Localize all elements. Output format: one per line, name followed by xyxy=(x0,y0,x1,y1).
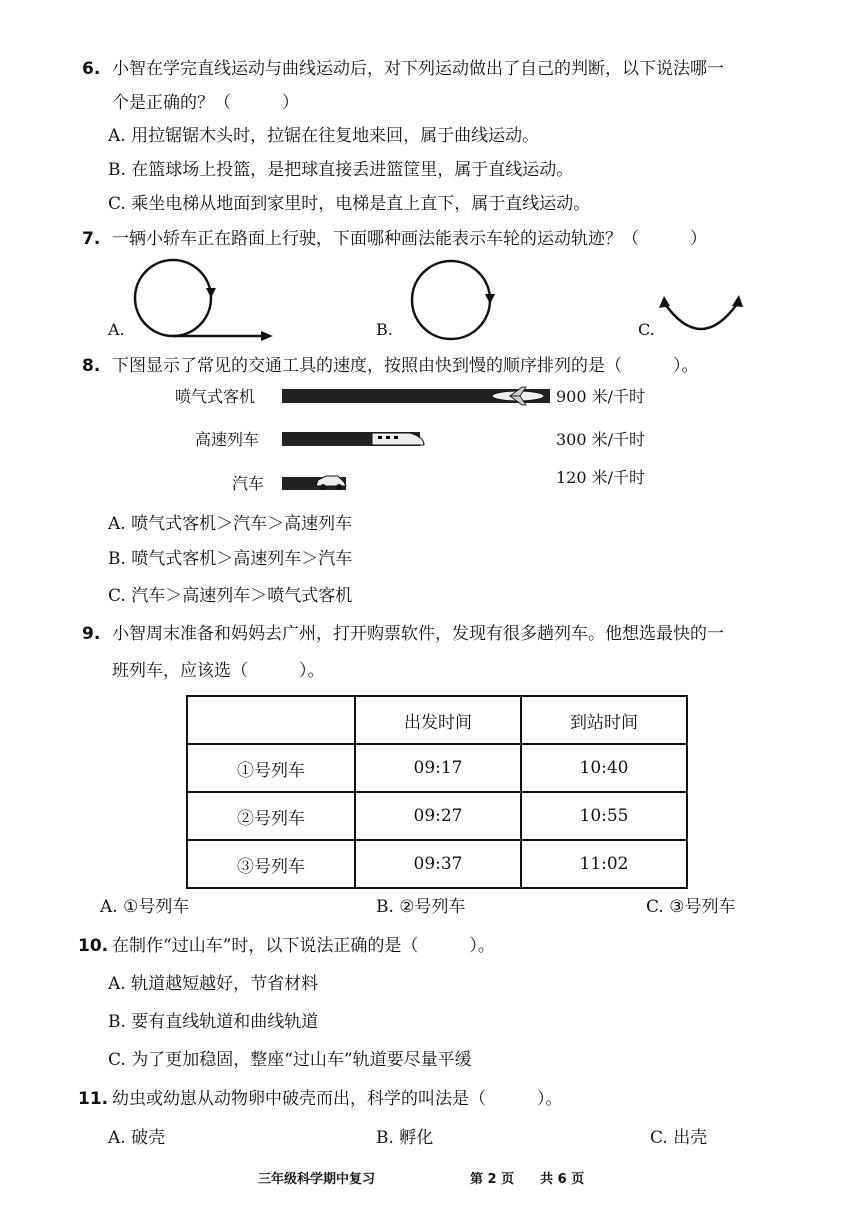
q8-vehicle-car: 汽车 xyxy=(232,474,265,493)
q9-option-c: C. ③号列车 xyxy=(646,897,736,917)
q8-speed-car: 120 米/千时 xyxy=(556,468,646,487)
table-header-cell: 出发时间 xyxy=(355,696,521,744)
q7-number: 7. xyxy=(82,229,101,249)
footer-title: 三年级科学期中复习 xyxy=(258,1172,376,1187)
table-cell: 09:17 xyxy=(355,744,521,792)
table-row xyxy=(187,840,687,888)
q10-stem: 在制作“过山车”时，以下说法正确的是（ ）。 xyxy=(112,936,495,956)
q8-option-b: B. 喷气式客机＞高速列车＞汽车 xyxy=(108,549,353,569)
airplane-icon xyxy=(488,385,550,407)
q7-figure-c-arc xyxy=(655,290,755,340)
table-cell: ③号列车 xyxy=(187,840,355,888)
q9-number: 9. xyxy=(82,624,101,644)
q11-option-a: A. 破壳 xyxy=(108,1128,166,1148)
q11-number: 11. xyxy=(78,1089,109,1109)
table-row xyxy=(187,744,687,792)
q7-figure-a-circle-trajectory xyxy=(125,258,285,342)
q8-stem: 下图显示了常见的交通工具的速度，按照由快到慢的顺序排列的是（ ）。 xyxy=(112,356,699,376)
car-icon xyxy=(314,472,348,492)
q7-stem: 一辆小轿车正在路面上行驶，下面哪种画法能表示车轮的运动轨迹？（ ） xyxy=(112,229,707,249)
q6-stem-line1: 小智在学完直线运动与曲线运动后，对下列运动做出了自己的判断，以下说法哪一 xyxy=(112,59,724,79)
q7-label-c: C. xyxy=(638,320,655,339)
footer-page-number: 第 2 页 共 6 页 xyxy=(470,1172,585,1187)
table-cell: 09:27 xyxy=(355,792,521,840)
q8-option-c: C. 汽车＞高速列车＞喷气式客机 xyxy=(108,586,353,606)
q8-vehicle-train: 高速列车 xyxy=(195,430,260,449)
q6-option-c: C. 乘坐电梯从地面到家里时，电梯是直上直下，属于直线运动。 xyxy=(108,194,591,214)
q10-option-a: A. 轨道越短越好，节省材料 xyxy=(108,974,319,994)
table-row xyxy=(187,792,687,840)
train-schedule-table xyxy=(186,695,688,889)
q11-stem: 幼虫或幼崽从动物卵中破壳而出，科学的叫法是（ ）。 xyxy=(112,1089,563,1109)
table-cell: 09:37 xyxy=(355,840,521,888)
q10-option-c: C. 为了更加稳固，整座“过山车”轨道要尽量平缓 xyxy=(108,1050,472,1070)
q6-stem-line2: 个是正确的？（ ） xyxy=(112,93,299,113)
table-header-cell xyxy=(187,696,355,744)
table-cell: 11:02 xyxy=(521,840,687,888)
q8-option-a: A. 喷气式客机＞汽车＞高速列车 xyxy=(108,514,353,534)
q6-option-b: B. 在篮球场上投篮，是把球直接丢进篮筐里，属于直线运动。 xyxy=(108,160,574,180)
q7-label-b: B. xyxy=(376,320,393,339)
q9-option-b: B. ②号列车 xyxy=(376,897,466,917)
q7-figure-b-circle xyxy=(405,258,505,342)
q9-option-a: A. ①号列车 xyxy=(100,897,190,917)
q8-number: 8. xyxy=(82,356,101,376)
q8-speed-jet: 900 米/千时 xyxy=(556,387,646,406)
q9-stem-line2: 班列车，应该选（ ）。 xyxy=(112,661,325,681)
table-cell: 10:55 xyxy=(521,792,687,840)
q9-stem-line1: 小智周末准备和妈妈去广州，打开购票软件，发现有很多趟列车。他想选最快的一 xyxy=(112,624,724,644)
q11-option-b: B. 孵化 xyxy=(376,1128,434,1148)
train-icon xyxy=(370,429,426,449)
q10-number: 10. xyxy=(78,936,109,956)
table-cell: ①号列车 xyxy=(187,744,355,792)
table-cell: ②号列车 xyxy=(187,792,355,840)
q10-option-b: B. 要有直线轨道和曲线轨道 xyxy=(108,1012,319,1032)
q8-vehicle-jet: 喷气式客机 xyxy=(175,387,256,406)
q8-speed-train: 300 米/千时 xyxy=(556,430,646,449)
q7-label-a: A. xyxy=(108,320,125,339)
q6-number: 6. xyxy=(82,59,101,79)
q11-option-c: C. 出壳 xyxy=(650,1128,708,1148)
table-cell: 10:40 xyxy=(521,744,687,792)
q6-option-a: A. 用拉锯锯木头时，拉锯在往复地来回，属于曲线运动。 xyxy=(108,126,540,146)
table-header-row xyxy=(187,696,687,744)
table-header-cell: 到站时间 xyxy=(521,696,687,744)
